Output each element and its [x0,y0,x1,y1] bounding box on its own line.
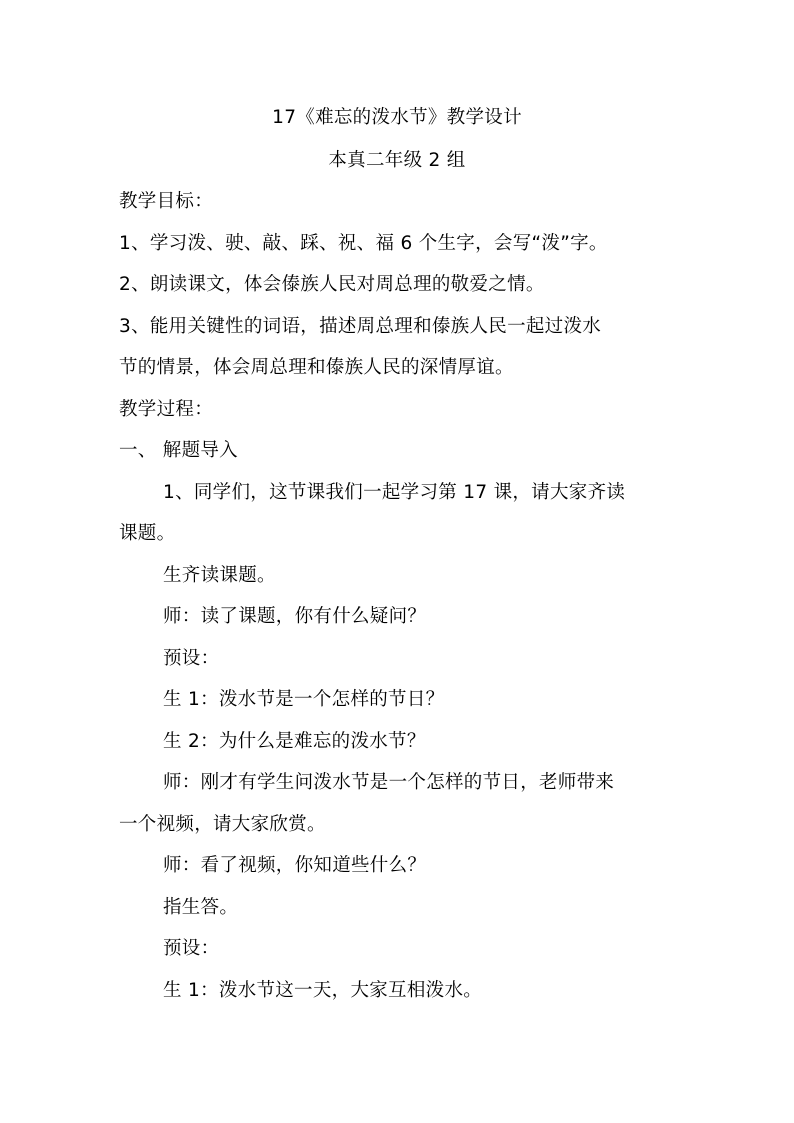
objective-item-continued: 节的情景，体会周总理和傣族人民的深情厚谊。 [119,357,514,378]
process-heading: 教学过程： [119,399,214,420]
objectives-heading: 教学目标： [119,191,214,212]
paragraph-line: 一个视频，请大家欣赏。 [119,814,326,835]
paragraph-line: 生 2：为什么是难忘的泼水节？ [163,731,426,752]
paragraph-line: 师：刚才有学生问泼水节是一个怎样的节日，老师带来 [163,772,615,793]
document-title: 17《难忘的泼水节》教学设计 [272,107,522,128]
objective-item: 2、朗读课文，体会傣族人民对周总理的敬爱之情。 [119,274,545,295]
paragraph-line: 预设： [163,648,220,669]
paragraph-line: 生 1：泼水节是一个怎样的节日？ [163,689,445,710]
paragraph-line: 师：读了课题，你有什么疑问？ [163,606,427,627]
paragraph-line: 课题。 [119,523,176,544]
objective-item: 3、能用关键性的词语，描述周总理和傣族人民一起过泼水 [119,316,602,337]
paragraph-line: 师：看了视频，你知道些什么？ [163,855,427,876]
document-subtitle: 本真二年级 2 组 [328,150,466,171]
section-heading: 一、 解题导入 [119,440,238,461]
paragraph-line: 预设： [163,938,220,959]
paragraph-line: 1、同学们，这节课我们一起学习第 17 课，请大家齐读 [163,482,626,503]
paragraph-line: 指生答。 [163,897,239,918]
paragraph-line: 生 1：泼水节这一天，大家互相泼水。 [163,980,483,1001]
objective-item: 1、学习泼、驶、敲、踩、祝、福 6 个生字，会写“泼”字。 [119,233,608,254]
paragraph-line: 生齐读课题。 [163,565,276,586]
